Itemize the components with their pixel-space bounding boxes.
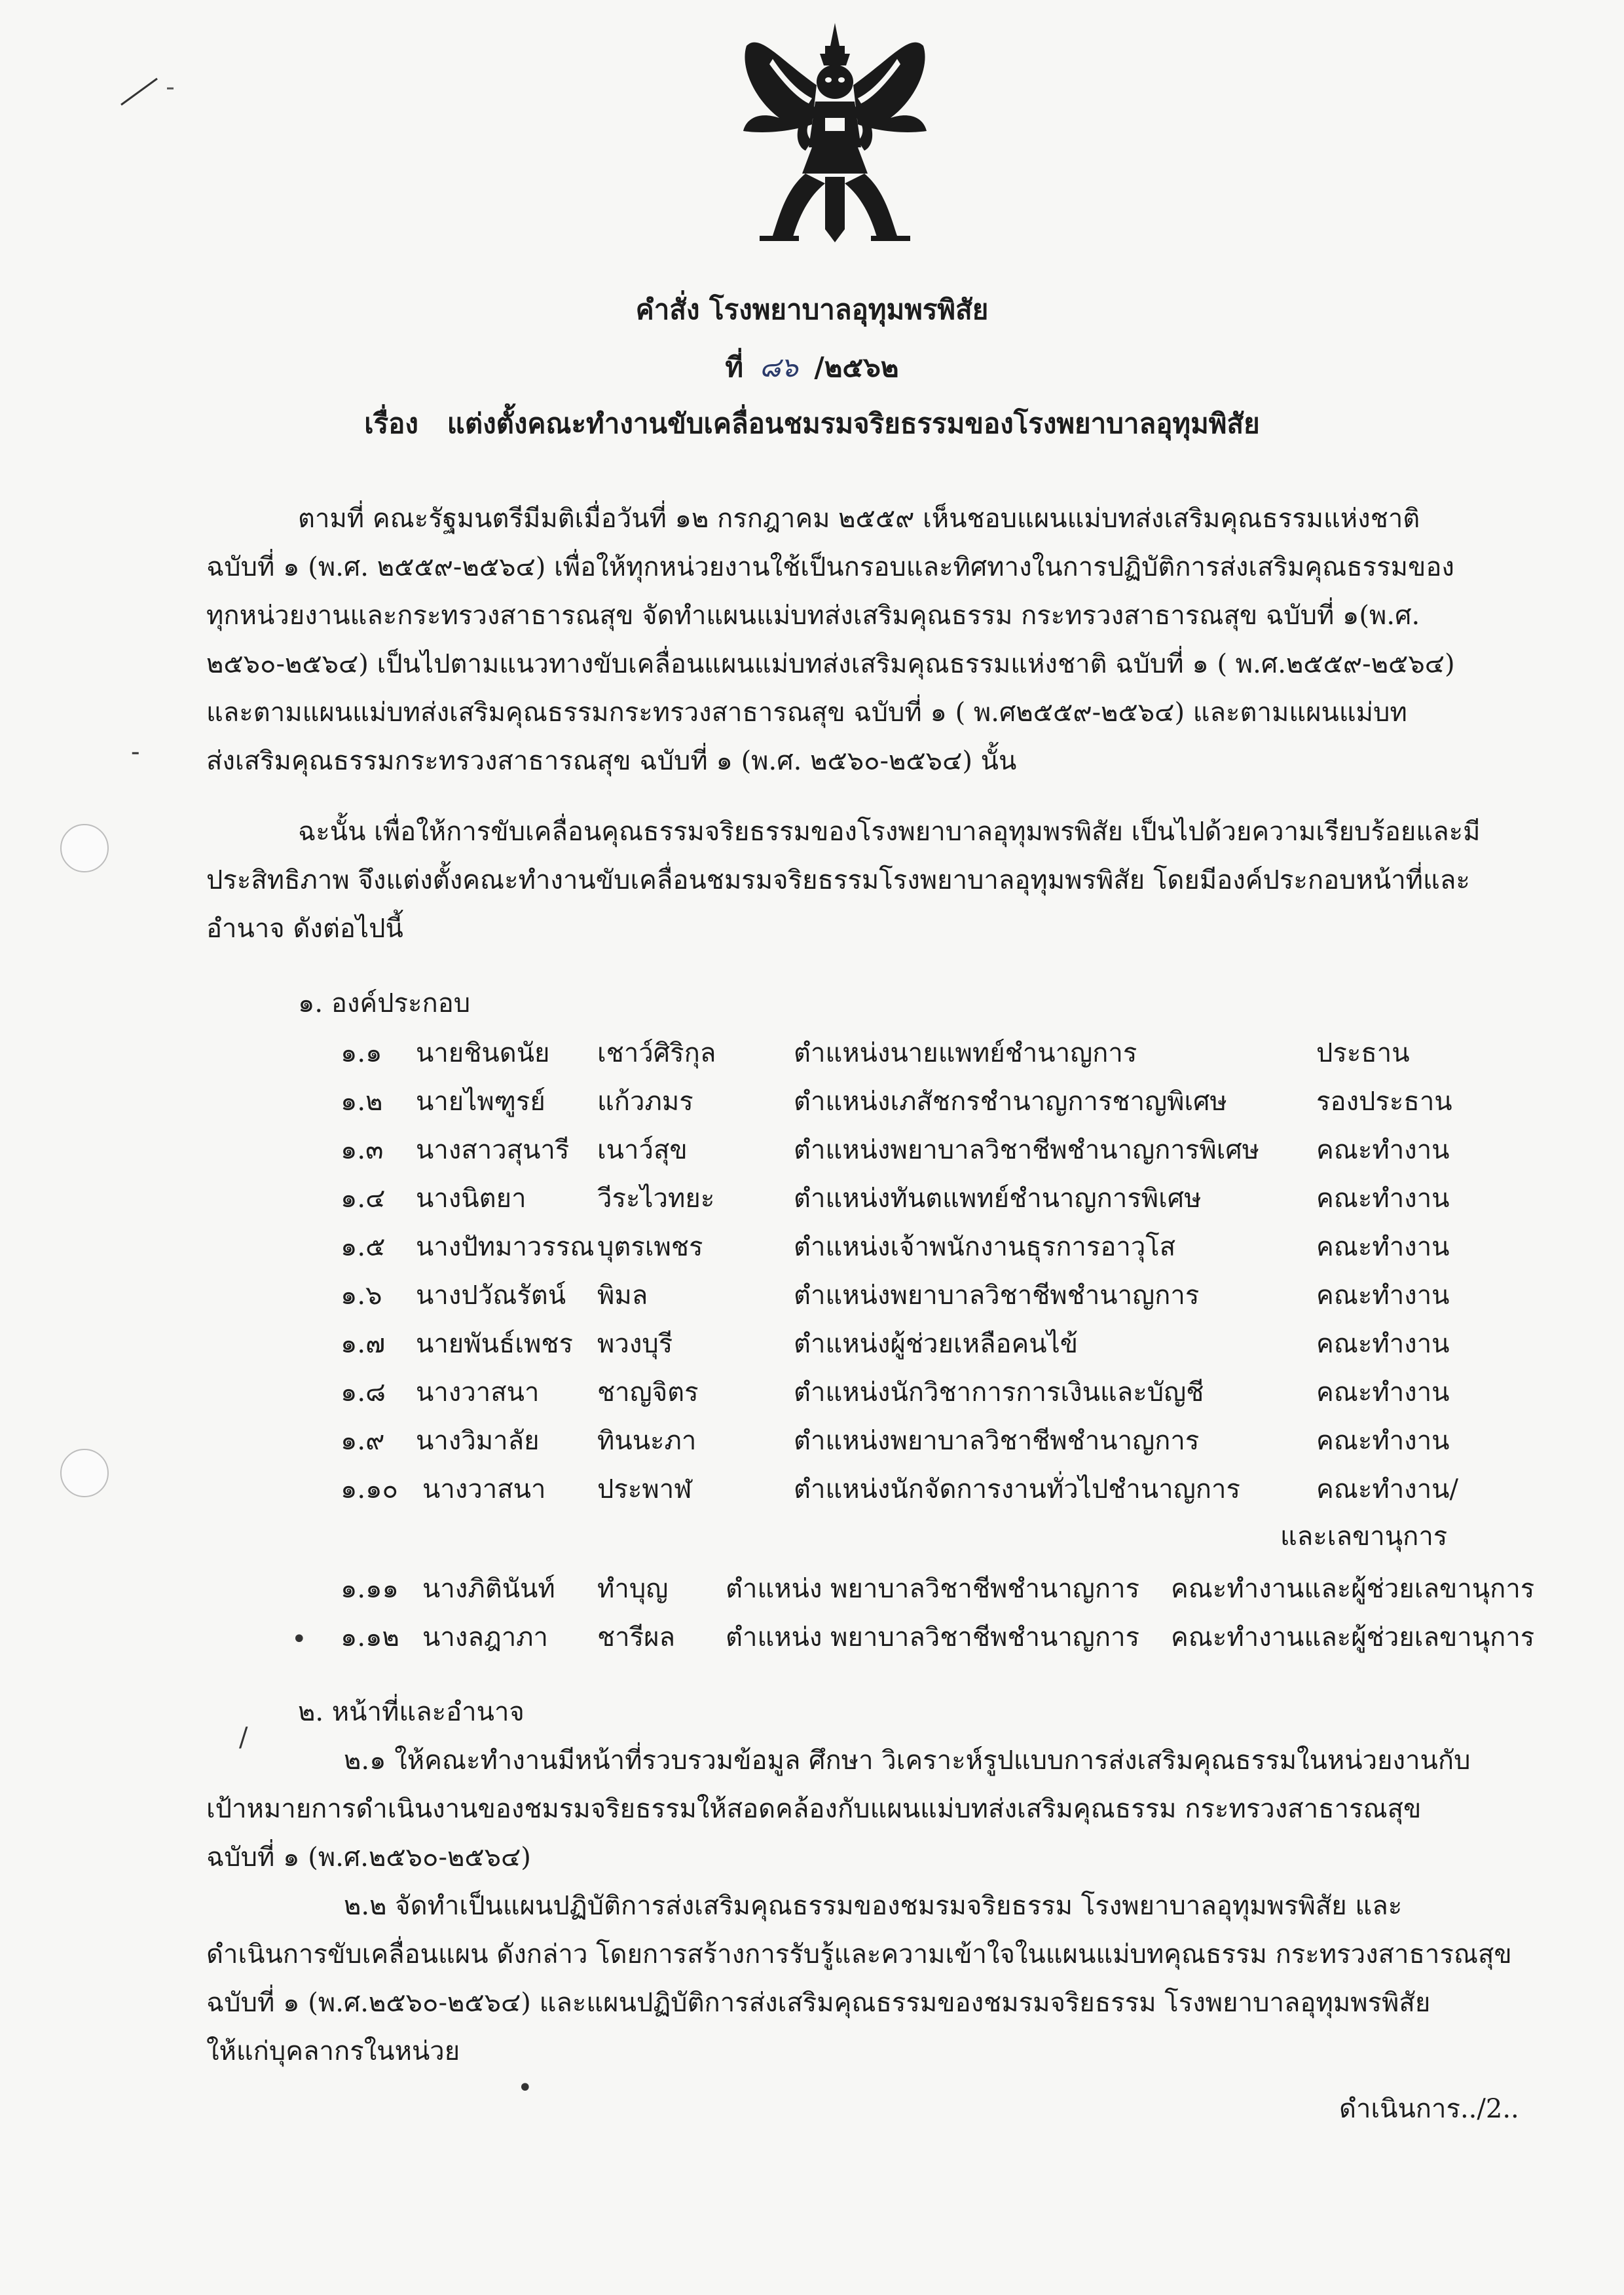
member-name: นายไพฑูรย์ — [416, 1087, 545, 1117]
punch-hole-top — [60, 824, 109, 872]
member-position: ตำแหน่งทันตแพทย์ชำนาญการพิเศษ — [794, 1184, 1202, 1214]
member-role: คณะทำงาน — [1316, 1184, 1450, 1214]
section2-heading: ๒. หน้าที่และอำนาจ — [298, 1697, 525, 1727]
intro-line: ประสิทธิภาพ จึงแต่งตั้งคณะทำงานขับเคลื่อนชมรมจริยธรรมโรงพยาบาลอุทุมพรพิสัย โดยมีองค์ประกอบหน้าที่และ — [206, 865, 1470, 895]
member-position: ตำแหน่งพยาบาลวิชาชีพชำนาญการพิเศษ — [794, 1135, 1260, 1165]
preamble-line: ๒๕๖๐-๒๕๖๔) เป็นไปตามแนวทางขับเคลื่อนแผนแม่บทส่งเสริมคุณธรรมแห่งชาติ ฉบับที่ ๑ ( พ.ศ.๒๕๕๙-๒๕๖๔) — [206, 649, 1455, 679]
member-surname: เชาว์ศิริกุล — [597, 1038, 716, 1068]
intro-line: อำนาจ ดังต่อไปนี้ — [206, 914, 403, 944]
member-name: นางวาสนา — [416, 1377, 540, 1408]
member-surname: พวงบุรี — [597, 1329, 673, 1359]
garuda-emblem-icon — [733, 20, 936, 255]
member-surname: บุตรเพชร — [597, 1232, 703, 1262]
member-name: นางวาสนา — [422, 1474, 546, 1504]
member-surname: ชารีผล — [597, 1622, 676, 1652]
section2-para2-line: ฉบับที่ ๑ (พ.ศ.๒๕๖๐-๒๕๖๔) และแผนปฏิบัติการส่งเสริมคุณธรรมของชมรมจริยธรรม โรงพยาบาลอุทุมพรพิสัย — [206, 1988, 1431, 2018]
subject-text: แต่งตั้งคณะทำงานขับเคลื่อนชมรมจริยธรรมของโรงพยาบาลอุทุมพิสัย — [447, 407, 1260, 439]
member-position: ตำแหน่งผู้ช่วยเหลือคนไข้ — [794, 1329, 1079, 1359]
member-role: คณะทำงานและผู้ช่วยเลขานุการ — [1171, 1574, 1535, 1604]
member-surname: ประพาฬ — [597, 1474, 692, 1504]
member-position: ตำแหน่งเภสัชกรชำนาญการชาญพิเศษ — [794, 1087, 1227, 1117]
member-surname: ทินนะภา — [597, 1426, 697, 1456]
member-role-continued: และเลขานุการ — [1280, 1521, 1448, 1552]
scan-mark — [118, 72, 196, 111]
scan-speck: / — [239, 1723, 248, 1753]
member-position: ตำแหน่งพยาบาลวิชาชีพชำนาญการ — [794, 1280, 1200, 1311]
member-role: คณะทำงาน — [1316, 1280, 1450, 1311]
member-surname: เนาว์สุข — [597, 1135, 688, 1165]
order-number — [0, 346, 1624, 389]
section2-para2-line: ดำเนินการขับเคลื่อนแผน ดังกล่าว โดยการสร้างการรับรู้และความเข้าใจในแผนแม่บทคุณธรรม กระทรวงสาธารณสุข — [206, 1939, 1512, 1969]
member-surname: แก้วภมร — [597, 1087, 693, 1117]
member-position: ตำแหน่ง พยาบาลวิชาชีพชำนาญการ — [726, 1622, 1140, 1652]
order-number-prefix: ที่ — [725, 351, 744, 383]
member-role: คณะทำงานและผู้ช่วยเลขานุการ — [1171, 1622, 1535, 1652]
member-surname: ทำบุญ — [597, 1574, 669, 1604]
section2-para1-line: ฉบับที่ ๑ (พ.ศ.๒๕๖๐-๒๕๖๔) — [206, 1842, 531, 1873]
preamble-line: ส่งเสริมคุณธรรมกระทรวงสาธารณสุข ฉบับที่ ๑ (พ.ศ. ๒๕๖๐-๒๕๖๔) นั้น — [206, 746, 1017, 776]
order-subject — [0, 402, 1624, 445]
member-role: คณะทำงาน — [1316, 1232, 1450, 1262]
continued-note: ดำเนินการ../2.. — [1339, 2094, 1519, 2124]
member-name: นายชินดนัย — [416, 1038, 550, 1068]
member-position: ตำแหน่งนายแพทย์ชำนาญการ — [794, 1038, 1137, 1068]
subject-label: เรื่อง — [364, 407, 418, 439]
member-no: ๑.๑๒ — [341, 1622, 399, 1652]
member-surname: พิมล — [597, 1280, 648, 1311]
section2-para1-line: ๒.๑ ให้คณะทำงานมีหน้าที่รวบรวมข้อมูล ศึกษา วิเคราะห์รูปแบบการส่งเสริมคุณธรรมในหน่วยงานกับ — [344, 1745, 1471, 1776]
member-no: ๑.๗ — [341, 1329, 386, 1359]
scan-speck: • — [291, 1624, 307, 1654]
member-no: ๑.๑๐ — [341, 1474, 398, 1504]
preamble-line: และตามแผนแม่บทส่งเสริมคุณธรรมกระทรวงสาธารณสุข ฉบับที่ ๑ ( พ.ศ๒๕๕๙-๒๕๖๔) และตามแผนแม่บท — [206, 698, 1407, 728]
member-name: นางวิมาลัย — [416, 1426, 540, 1456]
preamble-line: ทุกหน่วยงานและกระทรวงสาธารณสุข จัดทำแผนแม่บทส่งเสริมคุณธรรม กระทรวงสาธารณสุข ฉบับที่ ๑(พ.ศ. — [206, 601, 1420, 631]
member-no: ๑.๓ — [341, 1135, 384, 1165]
member-name: นางภิตินันท์ — [422, 1574, 555, 1604]
member-name: นางปัทมาวรรณ — [416, 1232, 595, 1262]
member-position: ตำแหน่งพยาบาลวิชาชีพชำนาญการ — [794, 1426, 1200, 1456]
member-role: คณะทำงาน/ — [1316, 1474, 1458, 1504]
member-no: ๑.๖ — [341, 1280, 382, 1311]
member-position: ตำแหน่งนักจัดการงานทั่วไปชำนาญการ — [794, 1474, 1240, 1504]
member-role: คณะทำงาน — [1316, 1377, 1450, 1408]
section1-heading: ๑. องค์ประกอบ — [298, 988, 471, 1018]
preamble-line: ตามที่ คณะรัฐมนตรีมีมติเมื่อวันที่ ๑๒ กรกฎาคม ๒๕๕๙ เห็นชอบแผนแม่บทส่งเสริมคุณธรรมแห่งชาติ — [298, 504, 1420, 534]
member-name: นางลฎาภา — [422, 1622, 548, 1652]
member-surname: ชาญจิตร — [597, 1377, 699, 1408]
member-no: ๑.๑๑ — [341, 1574, 399, 1604]
preamble-line: ฉบับที่ ๑ (พ.ศ. ๒๕๕๙-๒๕๖๔) เพื่อให้ทุกหน่วยงานใช้เป็นกรอบและทิศทางในการปฏิบัติการส่งเสริมคุณธรรมของ — [206, 552, 1454, 582]
scan-speck: • — [517, 2073, 533, 2103]
member-position: ตำแหน่งนักวิชาการการเงินและบัญชี — [794, 1377, 1204, 1408]
order-number-handwritten: ๘๖ — [759, 351, 798, 383]
intro-line: ฉะนั้น เพื่อให้การขับเคลื่อนคุณธรรมจริยธรรมของโรงพยาบาลอุทุมพรพิสัย เป็นไปด้วยความเรียบร้อยและมี — [298, 817, 1481, 847]
member-role: คณะทำงาน — [1316, 1135, 1450, 1165]
member-surname: วีระไวทยะ — [597, 1184, 715, 1214]
member-role: คณะทำงาน — [1316, 1329, 1450, 1359]
section2-para1-line: เป้าหมายการดำเนินงานของชมรมจริยธรรมให้สอดคล้องกับแผนแม่บทส่งเสริมคุณธรรม กระทรวงสาธารณสุข — [206, 1794, 1422, 1824]
member-role: คณะทำงาน — [1316, 1426, 1450, 1456]
member-no: ๑.๔ — [341, 1184, 386, 1214]
member-no: ๑.๒ — [341, 1087, 383, 1117]
member-position: ตำแหน่ง พยาบาลวิชาชีพชำนาญการ — [726, 1574, 1140, 1604]
member-role: ประธาน — [1316, 1038, 1410, 1068]
section2-para2-line: ให้แก่บุคลากรในหน่วย — [206, 2036, 460, 2066]
member-no: ๑.๑ — [341, 1038, 382, 1068]
member-no: ๑.๘ — [341, 1377, 386, 1408]
member-name: นางสาวสุนารี — [416, 1135, 570, 1165]
member-role: รองประธาน — [1316, 1087, 1452, 1117]
order-title: คำสั่ง โรงพยาบาลอุทุมพรพิสัย — [635, 293, 989, 326]
punch-hole-bottom — [60, 1449, 109, 1497]
member-name: นายพันธ์เพชร — [416, 1329, 574, 1359]
member-name: นางปวัณรัตน์ — [416, 1280, 566, 1311]
member-no: ๑.๕ — [341, 1232, 386, 1262]
member-name: นางนิตยา — [416, 1184, 526, 1214]
order-number-suffix: /๒๕๖๒ — [814, 351, 899, 383]
scan-speck: - — [131, 737, 140, 767]
member-no: ๑.๙ — [341, 1426, 385, 1456]
section2-para2-line: ๒.๒ จัดทำเป็นแผนปฏิบัติการส่งเสริมคุณธรรมของชมรมจริยธรรม โรงพยาบาลอุทุมพรพิสัย และ — [344, 1891, 1403, 1921]
member-position: ตำแหน่งเจ้าพนักงานธุรการอาวุโส — [794, 1232, 1176, 1262]
